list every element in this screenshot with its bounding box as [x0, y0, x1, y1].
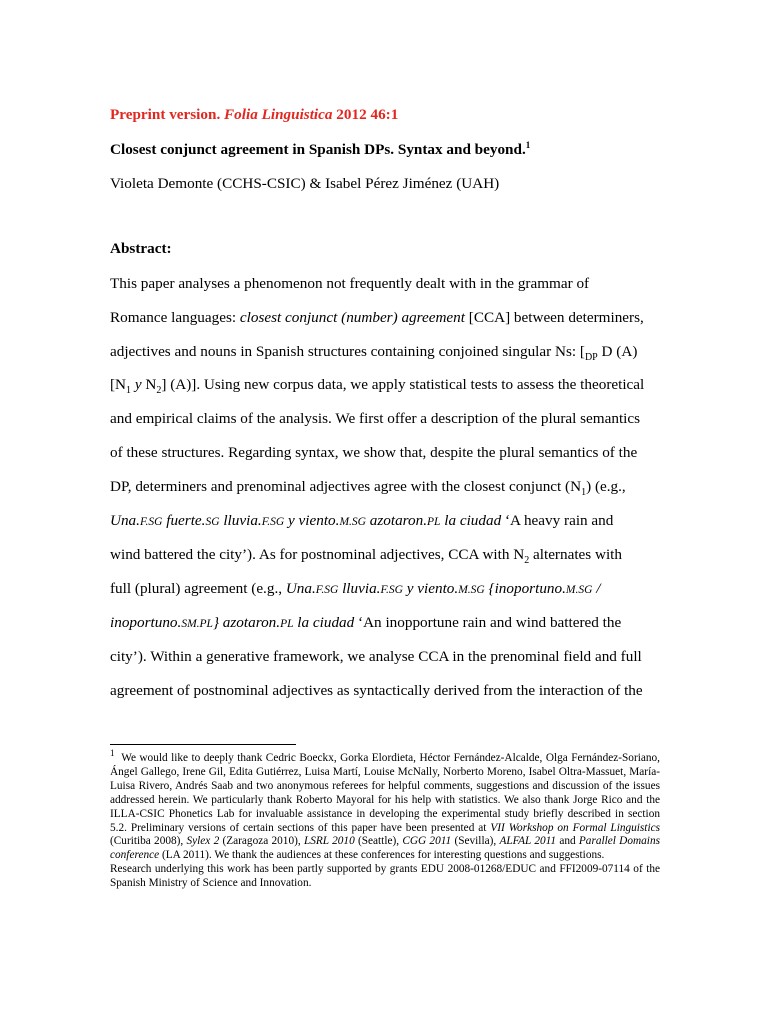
example-sentence: Una.F.SG fuerte.SG lluvia.F.SG y viento.M.SG azotaron.PL la ciudad: [110, 512, 502, 529]
example-sentence: Una.F.SG lluvia.F.SG y viento.M.SG {inoportuno.M.SG /: [285, 580, 601, 597]
journal-volume: 2012 46:1: [336, 106, 399, 123]
abstract-line: agreement of postnominal adjectives as syntactically derived from the interaction of the: [110, 682, 643, 699]
abstract-line: of these structures. Regarding syntax, we show that, despite the plural semantics of the: [110, 444, 638, 461]
preprint-header: Preprint version. Folia Linguistica 2012 46:1: [110, 106, 399, 123]
authors: Violeta Demonte (CCHS-CSIC) & Isabel Pérez Jiménez (UAH): [110, 175, 500, 192]
abstract-line: city’). Within a generative framework, we analyse CCA in the prenominal field and full: [110, 648, 642, 665]
footnote: [110, 748, 660, 891]
journal-name: Folia Linguistica: [224, 106, 333, 123]
abstract-line: This paper analyses a phenomenon not frequently dealt with in the grammar of: [110, 275, 590, 292]
footnote-divider: [110, 744, 296, 745]
abstract-line: and empirical claims of the analysis. We first offer a description of the plural semantics: [110, 410, 641, 427]
abstract-line: wind battered the city’). As for postnominal adjectives, CCA with $N_2$ alternates with: [110, 546, 622, 567]
footnote-marker[interactable]: 1: [525, 139, 531, 150]
footnote-paragraph: Research underlying this work has been partly supported by grants EDU 2008-01268/EDUC and FFI2009-07114 of the Spanish Ministry of Science and Innovation.: [110, 863, 660, 890]
abstract-line: Una.F.SG fuerte.SG lluvia.F.SG y viento.M.SG azotaron.PL la ciudad ‘A heavy rain and: [110, 512, 614, 529]
abstract-line: Romance languages: closest conjunct (number) agreement [CCA] between determiners,: [110, 309, 644, 326]
paper-title: Closest conjunct agreement in Spanish DPs. Syntax and beyond.$^1$: [110, 139, 531, 158]
abstract-line: [$N_1$ y $N_2$] (A)]. Using new corpus data, we apply statistical tests to assess the theoretical: [110, 376, 645, 397]
example-sentence: inoportuno.SM.PL} azotaron.PL la ciudad: [110, 614, 355, 631]
abstract-heading: Abstract:: [110, 240, 172, 257]
abstract-line: adjectives and nouns in Spanish structures containing conjoined singular Ns: [$_{DP}$ D (A): [110, 343, 638, 364]
abstract-line: full (plural) agreement (e.g., Una.F.SG lluvia.F.SG y viento.M.SG {inoportuno.M.SG /: [110, 580, 601, 597]
footnote-paragraph: $^1$ We would like to deeply thank Cedric Boeckx, Gorka Elordieta, Héctor Fernández-Alcalde, Olga Fernández-Soriano, Ángel Gallego, Irene Gil, Edita Gutiérrez, Luisa Martí, Louise McNally, Norberto Moreno, Isabel Oltra-Massuet, María-Luisa Rivero, Andrés Saab and two anonymous referees for helpful comments, suggestions and discussion of the issues addressed herein. We particularly thank Roberto Mayoral for his help with statistics. We also thank Jorge Rico and the ILLA-CSIC Phonetics Lab for invaluable assistance in developing the experimental study briefly described in section 5.2. Preliminary versions of certain sections of this paper have been presented at VII Workshop on Formal Linguistics (Curitiba 2008), Sylex 2 (Zaragoza 2010), LSRL 2010 (Seattle), CGG 2011 (Sevilla), ALFAL 2011 and Parallel Domains conference (LA 2011). We thank the audiences at these conferences for interesting questions and suggestions.: [110, 748, 660, 862]
footnote-number: 1: [110, 748, 115, 759]
abstract-line: inoportuno.SM.PL} azotaron.PL la ciudad ‘An inopportune rain and wind battered the: [110, 614, 622, 631]
abstract-line: DP, determiners and prenominal adjectives agree with the closest conjunct $(N_1)$ (e.g.,: [110, 478, 626, 499]
